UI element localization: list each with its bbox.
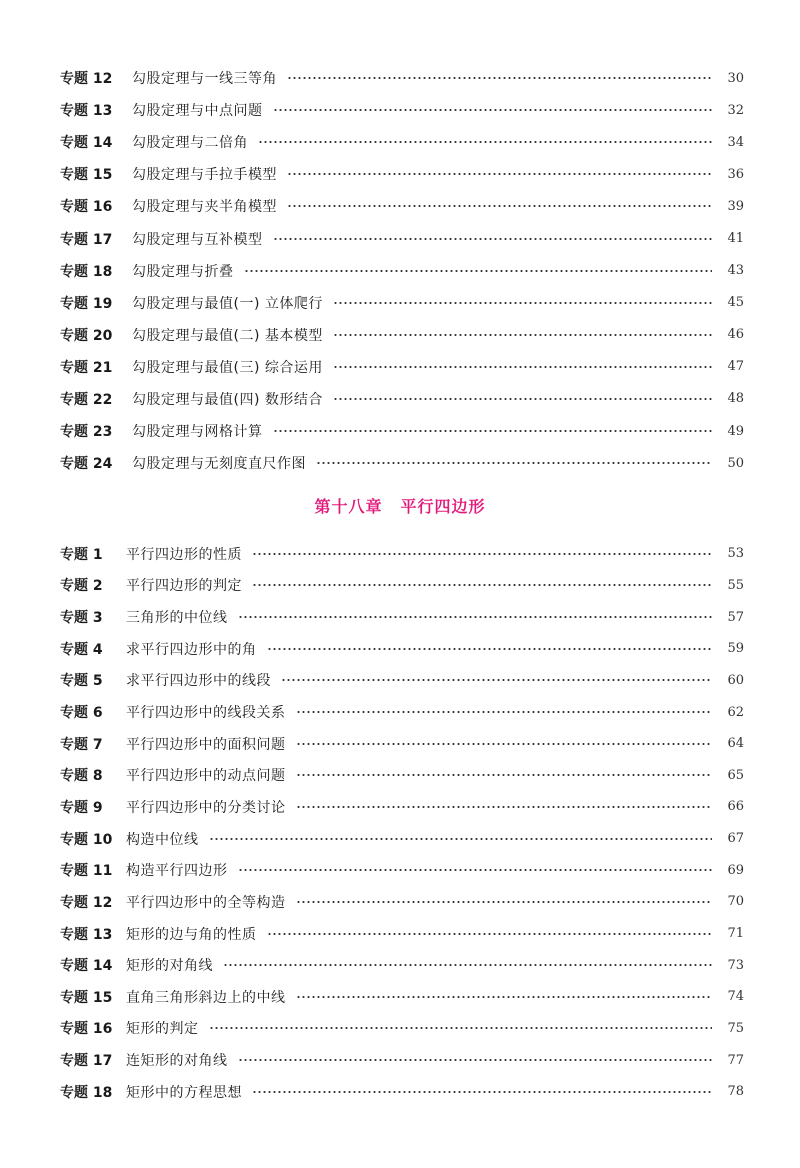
toc-entry-title: 勾股定理与网格计算 [132,424,263,441]
leader-dots [296,996,713,998]
toc-entry-number: 专题 16 [60,1021,113,1038]
toc-entry-page: 59 [727,641,744,657]
toc-entry-number: 专题 10 [60,831,113,848]
toc-entry-title: 矩形中的方程思想 [126,1084,242,1101]
toc-entry-number: 专题 18 [60,263,113,280]
toc-entry-page: 62 [727,704,744,720]
toc-entry-title: 勾股定理与二倍角 [132,135,248,152]
toc-entry-number: 专题 1 [60,546,103,563]
leader-dots [267,933,713,935]
toc-entry-title: 勾股定理与无刻度直尺作图 [132,456,306,473]
leader-dots [258,141,712,143]
toc-entry-page: 45 [727,295,744,311]
leader-dots [238,1059,713,1061]
leader-dots [238,616,713,618]
toc-entry-title: 勾股定理与夹半角模型 [132,199,277,216]
toc-entry[interactable] [60,383,744,415]
toc-entry-page: 49 [727,423,744,439]
toc-entry-page: 48 [727,391,744,407]
toc-entry-number: 专题 9 [60,799,103,816]
toc-entry[interactable] [60,1076,744,1108]
toc-entry-page: 57 [727,609,744,625]
toc-section-parallelogram [60,538,744,1108]
toc-entry[interactable] [60,415,744,447]
toc-entry-title: 三角形的中位线 [126,610,228,627]
toc-entry-title: 平行四边形中的线段关系 [126,705,286,722]
toc-entry-page: 70 [727,894,744,910]
leader-dots [238,869,713,871]
leader-dots [287,205,712,207]
toc-entry-title: 勾股定理与最值(二) 基本模型 [132,327,323,344]
leader-dots [287,173,712,175]
toc-entry-page: 77 [727,1052,744,1068]
toc-entry[interactable] [60,601,744,633]
toc-entry-title: 矩形的边与角的性质 [126,926,257,943]
toc-entry-page: 36 [727,166,744,182]
leader-dots [296,774,713,776]
toc-entry-number: 专题 8 [60,768,103,785]
toc-entry[interactable] [60,981,744,1013]
toc-entry[interactable] [60,447,744,479]
toc-entry[interactable] [60,918,744,950]
leader-dots [252,584,712,586]
leader-dots [296,806,713,808]
toc-entry-page: 46 [727,327,744,343]
toc-entry[interactable] [60,570,744,602]
toc-entry-number: 专题 22 [60,391,113,408]
toc-entry[interactable] [60,126,744,158]
leader-dots [209,838,713,840]
toc-entry-page: 47 [727,359,744,375]
toc-entry-number: 专题 6 [60,705,103,722]
toc-entry-page: 65 [727,767,744,783]
toc-entry-page: 64 [727,736,744,752]
toc-entry-page: 75 [727,1020,744,1036]
toc-entry[interactable] [60,287,744,319]
toc-entry-number: 专题 11 [60,863,113,880]
toc-entry-number: 专题 15 [60,167,113,184]
toc-entry-page: 73 [727,957,744,973]
toc-entry-title: 直角三角形斜边上的中线 [126,989,286,1006]
toc-entry[interactable] [60,158,744,190]
toc-section-pythagorean [60,62,744,479]
toc-entry-page: 30 [727,70,744,86]
toc-entry-page: 74 [727,989,744,1005]
leader-dots [296,743,713,745]
toc-entry-title: 勾股定理与中点问题 [132,103,263,120]
leader-dots [281,679,712,681]
toc-entry[interactable] [60,1044,744,1076]
leader-dots [333,302,712,304]
toc-entry[interactable] [60,854,744,886]
leader-dots [252,1091,712,1093]
toc-entry[interactable] [60,1013,744,1045]
toc-entry-title: 平行四边形的性质 [126,546,242,563]
toc-entry-title: 矩形的对角线 [126,958,213,975]
toc-entry[interactable] [60,696,744,728]
toc-entry-title: 连矩形的对角线 [126,1053,228,1070]
toc-entry[interactable] [60,759,744,791]
toc-entry-number: 专题 2 [60,578,103,595]
toc-entry-title: 求平行四边形中的线段 [126,673,271,690]
toc-entry-page: 34 [727,134,744,150]
toc-entry-number: 专题 23 [60,424,113,441]
toc-entry-page: 32 [727,102,744,118]
toc-entry-page: 60 [727,672,744,688]
toc-entry-title: 勾股定理与折叠 [132,263,234,280]
leader-dots [296,711,713,713]
toc-entry-title: 求平行四边形中的角 [126,641,257,658]
toc-entry-page: 69 [727,862,744,878]
toc-entry-number: 专题 16 [60,199,113,216]
leader-dots [296,901,713,903]
toc-entry-title: 平行四边形中的全等构造 [126,894,286,911]
toc-entry[interactable] [60,538,744,570]
toc-entry-page: 50 [727,455,744,471]
leader-dots [209,1027,713,1029]
leader-dots [273,109,713,111]
leader-dots [333,334,712,336]
toc-entry-number: 专题 15 [60,989,113,1006]
toc-entry-number: 专题 13 [60,103,113,120]
toc-entry[interactable] [60,255,744,287]
toc-entry-title: 勾股定理与最值(三) 综合运用 [132,359,323,376]
chapter-heading [0,494,800,517]
toc-entry-title: 勾股定理与最值(四) 数形结合 [132,391,323,408]
toc-entry[interactable] [60,62,744,94]
toc-entry-title: 勾股定理与互补模型 [132,231,263,248]
toc-entry-number: 专题 12 [60,894,113,911]
toc-entry-page: 41 [727,231,744,247]
toc-entry-page: 71 [727,926,744,941]
toc-entry[interactable] [60,886,744,918]
leader-dots [273,430,713,432]
leader-dots [223,964,712,966]
toc-entry-number: 专题 14 [60,135,113,152]
toc-entry[interactable] [60,633,744,665]
toc-entry[interactable] [60,823,744,855]
toc-entry[interactable] [60,351,744,383]
toc-entry[interactable] [60,190,744,222]
toc-entry-title: 勾股定理与一线三等角 [132,71,277,88]
toc-entry-title: 构造平行四边形 [126,863,228,880]
toc-entry-number: 专题 3 [60,610,103,627]
toc-entry-number: 专题 12 [60,71,113,88]
chapter-number: 第十八章 [314,497,383,516]
toc-entry-number: 专题 13 [60,926,113,943]
toc-entry-number: 专题 20 [60,327,113,344]
toc-entry[interactable] [60,949,744,981]
leader-dots [333,398,712,400]
toc-entry-title: 平行四边形中的分类讨论 [126,799,286,816]
toc-entry[interactable] [60,222,744,254]
toc-entry-page: 53 [727,546,744,562]
leader-dots [333,366,712,368]
toc-entry-number: 专题 14 [60,958,113,975]
toc-entry-number: 专题 17 [60,231,113,248]
toc-entry-number: 专题 21 [60,359,113,376]
toc-entry[interactable] [60,94,744,126]
toc-entry-number: 专题 7 [60,736,103,753]
toc-entry-number: 专题 5 [60,673,103,690]
toc-entry-number: 专题 19 [60,295,113,312]
toc-entry-number: 专题 24 [60,456,113,473]
toc-entry-page: 39 [727,198,744,214]
toc-entry-number: 专题 17 [60,1053,113,1070]
toc-entry-page: 67 [727,831,744,847]
toc-entry-number: 专题 4 [60,641,103,658]
toc-entry-title: 平行四边形中的动点问题 [126,768,286,785]
toc-entry[interactable] [60,665,744,697]
leader-dots [316,462,712,464]
toc-entry-number: 专题 18 [60,1084,113,1101]
chapter-name: 平行四边形 [400,497,486,516]
toc-entry[interactable] [60,728,744,760]
toc-entry-title: 平行四边形中的面积问题 [126,736,286,753]
toc-entry-page: 66 [727,799,744,815]
leader-dots [244,270,713,272]
toc-entry-title: 矩形的判定 [126,1021,199,1038]
toc-entry-page: 43 [727,263,744,279]
toc-entry-title: 勾股定理与手拉手模型 [132,167,277,184]
toc-entry-page: 78 [727,1084,744,1100]
leader-dots [287,77,712,79]
toc-entry-page: 55 [727,577,744,593]
leader-dots [252,553,712,555]
toc-entry-title: 勾股定理与最值(一) 立体爬行 [132,295,323,312]
leader-dots [273,238,713,240]
leader-dots [267,648,713,650]
toc-entry[interactable] [60,319,744,351]
toc-entry[interactable] [60,791,744,823]
toc-entry-title: 平行四边形的判定 [126,578,242,595]
toc-entry-title: 构造中位线 [126,831,199,848]
